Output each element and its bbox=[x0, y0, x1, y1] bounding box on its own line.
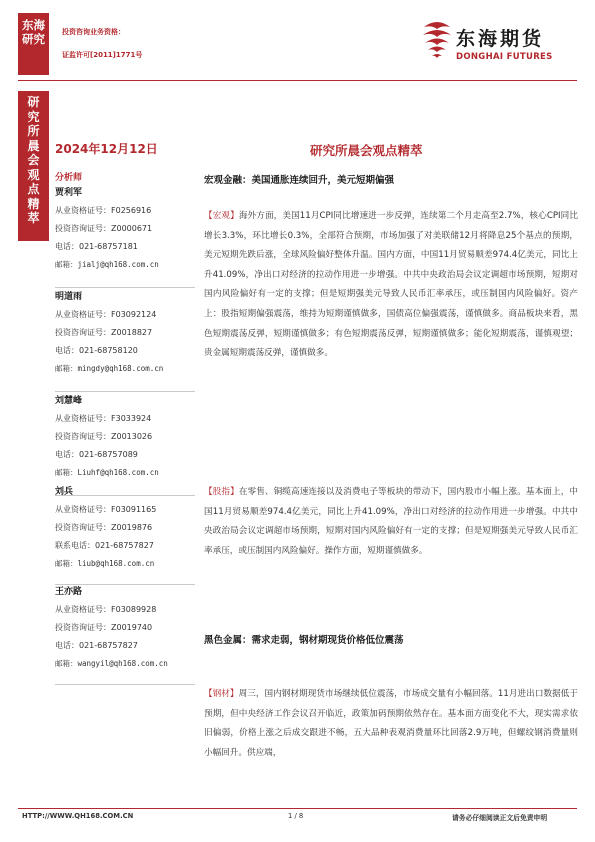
analyst-phone: 电话：021-68757827 bbox=[55, 641, 138, 650]
analyst-advisory-license: 投资咨询证号：Z0013026 bbox=[55, 432, 153, 441]
header-divider bbox=[18, 80, 577, 81]
paragraph-text: 在零售、铜缆高速连接以及消费电子等板块的带动下，国内股市小幅上涨。基本面上，中国11月贸易顺差974.4亿美元，同比上升41.09%，净出口对经济的拉动作用进一步增强。中共中央政治局会议定调超市场预期，短期对国内风险偏好有一定的支撑；但是短期强美元导致人民币汇率承压，或压制国内风险偏好。操作方面，短期谨慎做多。 bbox=[204, 487, 578, 556]
side-banner-char: 研 bbox=[27, 95, 40, 109]
analyst-heading: 分析师 bbox=[55, 173, 83, 183]
side-banner-char: 萃 bbox=[27, 211, 40, 225]
analyst-divider bbox=[55, 287, 195, 288]
paragraph-label: 【股指】 bbox=[204, 487, 239, 497]
analyst-name: 刘兵 bbox=[55, 487, 74, 497]
report-title: 研究所晨会观点精萃 bbox=[310, 143, 423, 158]
report-date: 2024年12月12日 bbox=[55, 142, 158, 156]
qualification-line1: 投资咨询业务资格： bbox=[62, 28, 125, 36]
analyst-divider bbox=[55, 684, 195, 685]
side-banner-char: 点 bbox=[27, 182, 40, 196]
analyst-advisory-license: 投资咨询证号：Z0019740 bbox=[55, 623, 153, 632]
analyst-name: 贾利军 bbox=[55, 188, 83, 198]
analyst-card bbox=[55, 584, 195, 673]
logo-text-en: DONGHAI FUTURES bbox=[456, 52, 553, 62]
footer-page-number: 1 / 8 bbox=[288, 812, 304, 820]
analyst-email[interactable]: 邮箱：mingdy@qh168.com.cn bbox=[55, 364, 164, 373]
analyst-advisory-license: 投资咨询证号：Z0019876 bbox=[55, 523, 153, 532]
logo-text-cn: 东海期货 bbox=[456, 28, 545, 50]
paragraph-label: 【宏观】 bbox=[204, 211, 239, 221]
analyst-phone: 电话：021-68757181 bbox=[55, 242, 138, 251]
analyst-name: 刘慧峰 bbox=[55, 396, 83, 406]
footer-divider bbox=[18, 808, 577, 809]
paragraph-text: 海外方面，美国11月CPI同比增速进一步反弹，连续第二个月走高至2.7%，核心CPI同比增长3.3%，环比增长0.3%，全部符合预期，市场加强了对美联储12月将降息25个基点的预期，美元短期先跌后涨，全球风险偏好整体升温。国内方面，中国11月贸易顺差974.4亿美元，同比上升41.09%，净出口对经济的拉动作用进一步增强。中共中央政治局会议定调超市场预期，短期对国内风险偏好有一定的支撑；但是短期强美元导致人民币汇率承压，或压制国内风险偏好。资产上：股指短期偏强震荡，维持为短期谨慎做多，国债高位偏强震荡，谨慎做多。商品板块来看，黑色短期震荡反弹，短期谨慎做多；有色短期震荡反弹，短期谨慎做多；能化短期震荡，谨慎观望；贵金属短期震荡反弹，谨慎做多。 bbox=[204, 211, 578, 359]
side-banner-char: 晨 bbox=[27, 138, 40, 153]
analyst-license: 从业资格证号：F3033924 bbox=[55, 414, 152, 423]
analyst-license: 从业资格证号：F03091165 bbox=[55, 505, 157, 514]
analyst-card bbox=[55, 289, 195, 378]
footer-disclaimer: 请务必仔细阅读正文后免责申明 bbox=[452, 814, 548, 822]
analyst-name: 明道雨 bbox=[55, 292, 83, 302]
donghai-logo-icon bbox=[420, 19, 454, 59]
analyst-email[interactable]: 邮箱：wangyil@qh168.com.cn bbox=[55, 659, 168, 668]
side-banner bbox=[18, 91, 49, 241]
research-tag bbox=[18, 13, 49, 75]
analyst-license: 从业资格证号：F0256916 bbox=[55, 206, 152, 215]
analyst-email[interactable]: 邮箱：liub@qh168.com.cn bbox=[55, 559, 155, 568]
analyst-license: 从业资格证号：F03092124 bbox=[55, 310, 157, 319]
analyst-email[interactable]: 邮箱：Liuhf@qh168.com.cn bbox=[55, 468, 159, 477]
section-heading-ferrous: 黑色金属：需求走弱，钢材期现货价格低位震荡 bbox=[204, 635, 404, 646]
analyst-card bbox=[55, 185, 195, 274]
paragraph-macro bbox=[204, 207, 578, 364]
analyst-card bbox=[55, 480, 195, 573]
side-banner-char: 会 bbox=[27, 153, 40, 167]
analyst-phone: 联系电话：021-68757827 bbox=[55, 541, 154, 550]
side-banner-char: 观 bbox=[27, 167, 40, 182]
analyst-license: 从业资格证号：F03089928 bbox=[55, 605, 157, 614]
analyst-advisory-license: 投资咨询证号：Z0018827 bbox=[55, 328, 153, 337]
side-banner-char: 究 bbox=[27, 109, 40, 124]
side-banner-char: 所 bbox=[27, 124, 40, 138]
analyst-advisory-license: 投资咨询证号：Z0000671 bbox=[55, 224, 153, 233]
analyst-name: 王亦路 bbox=[55, 587, 83, 597]
side-banner-char: 精 bbox=[27, 196, 40, 211]
analyst-divider bbox=[55, 391, 195, 392]
paragraph-steel bbox=[204, 685, 578, 763]
research-tag-line1: 东海 bbox=[22, 18, 45, 32]
qualification-line2: 证监许可[2011]1771号 bbox=[62, 51, 143, 59]
research-tag-line2: 研究 bbox=[22, 32, 45, 46]
footer-url[interactable]: HTTP://WWW.QH168.COM.CN bbox=[22, 812, 134, 820]
section-heading-macro: 宏观金融：美国通胀连续回升，美元短期偏强 bbox=[204, 175, 395, 186]
paragraph-stock-index bbox=[204, 483, 578, 561]
analyst-email[interactable]: 邮箱：jialj@qh168.com.cn bbox=[55, 260, 159, 269]
analyst-card bbox=[55, 393, 195, 482]
paragraph-text: 周三，国内钢材期现货市场继续低位震荡，市场成交量有小幅回落。11月进出口数据低于预期，但中央经济工作会议召开临近，政策加码预期依然存在。基本面方面变化不大，现实需求依旧偏弱，价格上涨之后成交跟进不畅，五大品种表观消费量环比回落2.9万吨，但螺纹钢消费量则小幅回升。供应端， bbox=[204, 689, 578, 758]
analyst-phone: 电话：021-68757089 bbox=[55, 450, 138, 459]
paragraph-label: 【钢材】 bbox=[204, 689, 239, 699]
analyst-phone: 电话：021-68758120 bbox=[55, 346, 138, 355]
